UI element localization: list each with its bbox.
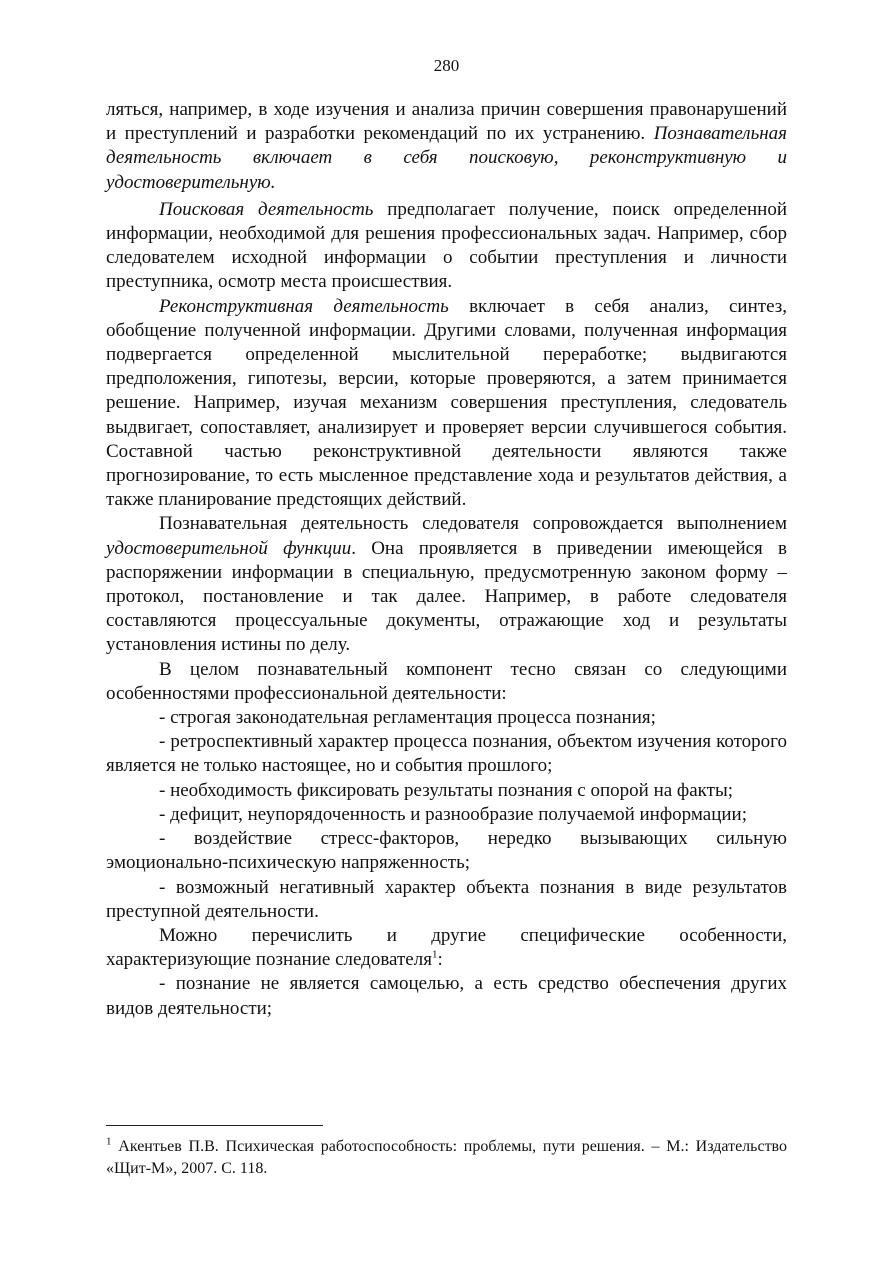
paragraph-6 — [106, 924, 787, 972]
term-reconstructive-activity: Реконструктивная деятельность — [159, 295, 449, 317]
list-item: - ретроспективный характер процесса познания, объектом изучения которого является не только настоящее, но и события прошлого; — [106, 731, 787, 777]
paragraph-1-text: ляться, например, в ходе изучения и анализа причин совершения правонарушений и преступлений и разработки рекомендаций по их устранению. — [106, 99, 787, 145]
paragraph-3 — [106, 295, 787, 513]
paragraph-7: - познание не является самоцелью, а есть средство обеспечения других видов деятельности; — [106, 973, 787, 1019]
paragraph-4-text-a: Познавательная деятельность следователя сопровождается выполнением — [159, 513, 787, 535]
footnote-reference[interactable]: 1 — [431, 948, 438, 961]
term-certifying-function: удостоверительной функции — [106, 537, 352, 559]
paragraph-2 — [106, 198, 787, 295]
page-number: 280 — [433, 56, 460, 75]
footnote-text: Акентьев П.В. Психическая работоспособность: проблемы, пути решения. – М.: Издательство «Щит-М», 2007. С. 118. — [106, 1138, 787, 1177]
paragraph-1 — [106, 98, 787, 195]
list-item: - дефицит, неупорядоченность и разнообразие получаемой информации; — [159, 803, 747, 825]
main-text — [106, 98, 787, 1021]
footnote-divider — [106, 1125, 323, 1126]
footnote — [106, 1136, 787, 1180]
paragraph-1-italic: Познавательная деятельность включает в себя поисковую, реконструктивную и удостоверительную — [106, 123, 787, 193]
term-search-activity: Поисковая деятельность — [159, 198, 374, 220]
list-item: - возможный негативный характер объекта познания в виде результатов преступной деятельности. — [106, 876, 787, 922]
paragraph-4 — [106, 512, 787, 657]
list-item: - необходимость фиксировать результаты познания с опорой на факты; — [159, 779, 733, 801]
paragraph-6-text: Можно перечислить и другие специфические особенности, характеризующие познание следователя — [106, 924, 787, 971]
list-item: - воздействие стресс-факторов, нередко вызывающих сильную эмоционально-психическую напряженность; — [106, 828, 787, 874]
footnote-mark: 1 — [106, 1135, 112, 1148]
paragraph-5: В целом познавательный компонент тесно связан со следующими особенностями профессиональной деятельности: — [106, 658, 787, 704]
paragraph-4-text-b: . Она проявляется в приведении имеющейся в распоряжении информации в специальную, предусмотренную законом форму – протокол, постановление и так далее. Например, в работе следователя составляются процессуальные документы, отражающие ход и результаты установления истины по делу. — [106, 537, 787, 656]
paragraph-2-text: предполагает получение, поиск определенной информации, необходимой для решения профессиональных задач. Например, сбор следователем исходной информации о событии преступления и личности преступника, осмотр места происшествия. — [106, 198, 787, 293]
list-item: - строгая законодательная регламентация процесса познания; — [159, 707, 656, 729]
paragraph-1-end: . — [270, 171, 276, 193]
paragraph-6-end: : — [437, 949, 443, 971]
paragraph-3-text: включает в себя анализ, синтез, обобщение полученной информации. Другими словами, полученная информация подвергается определенной мыслительной переработке; выдвигаются предположения, гипотезы, версии, которые проверяются, а затем принимается решение. Например, изучая механизм совершения преступления, следователь выдвигает, сопоставляет, анализирует и проверяет версии случившегося события. Составной частью реконструктивной деятельности являются также прогнозирование, то есть мысленное представление хода и результатов действия, а также планирование предстоящих действий. — [106, 295, 787, 511]
